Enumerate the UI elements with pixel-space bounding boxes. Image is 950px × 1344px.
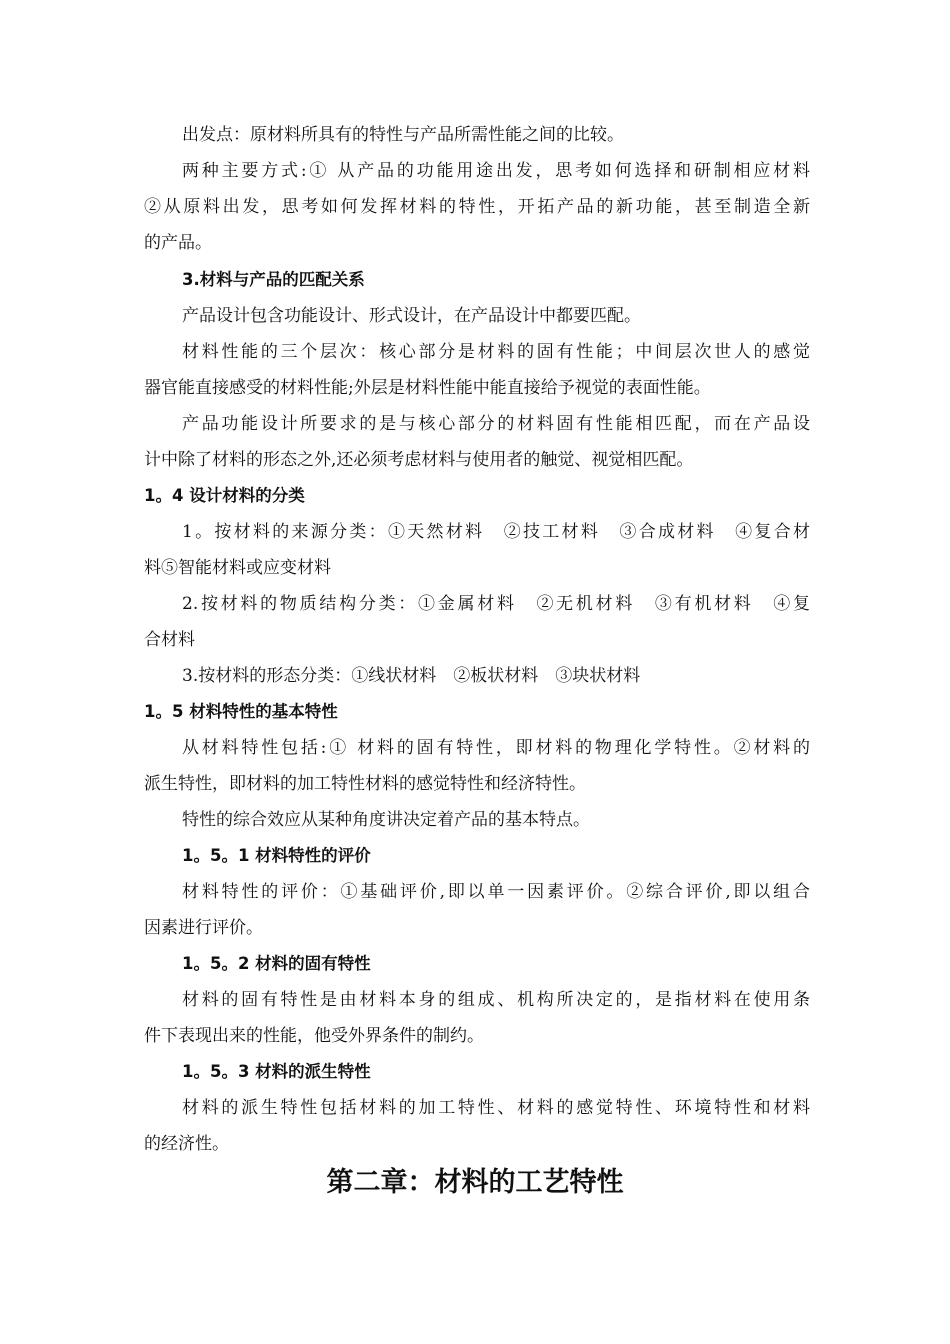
section-heading: 1。4 设计材料的分类 <box>144 486 305 505</box>
subsection-heading: 1。5。3 材料的派生特性 <box>182 1062 371 1081</box>
subsection-heading: 1。5。2 材料的固有特性 <box>182 954 371 973</box>
paragraph-line: 计中除了材料的形态之外,还必须考虑材料与使用者的触觉、视觉相匹配。 <box>144 450 694 470</box>
paragraph-line: 材料性能的三个层次：核心部分是材料的固有性能；中间层次世人的感觉 <box>182 342 810 362</box>
paragraph-line: 产品功能设计所要求的是与核心部分的材料固有性能相匹配，而在产品设 <box>182 414 810 434</box>
paragraph-line: 的经济性。 <box>144 1134 229 1154</box>
paragraph-line: 因素进行评价。 <box>144 918 263 938</box>
paragraph-line: 材料特性的评价：①基础评价,即以单一因素评价。②综合评价,即以组合 <box>182 882 810 902</box>
paragraph-line: 器官能直接感受的材料性能;外层是材料性能中能直接给予视觉的表面性能。 <box>144 378 711 398</box>
paragraph-line: ②从原料出发，思考如何发挥材料的特性，开拓产品的新功能，甚至制造全新 <box>144 197 810 217</box>
chapter-title: 第二章：材料的工艺特性 <box>326 1167 624 1198</box>
paragraph-line: 件下表现出来的性能，他受外界条件的制约。 <box>144 1026 484 1046</box>
paragraph-line: 派生特性，即材料的加工特性材料的感觉特性和经济特性。 <box>144 774 586 794</box>
paragraph-line: 2.按材料的物质结构分类：①金属材料 ②无机材料 ③有机材料 ④复 <box>182 594 810 614</box>
paragraph-line: 出发点：原材料所具有的特性与产品所需性能之间的比较。 <box>182 125 624 145</box>
paragraph-line: 的产品。 <box>144 233 212 253</box>
section-heading: 3.材料与产品的匹配关系 <box>182 270 365 289</box>
paragraph-line: 产品设计包含功能设计、形式设计，在产品设计中都要匹配。 <box>182 306 641 326</box>
paragraph-line: 从材料特性包括:① 材料的固有特性，即材料的物理化学特性。②材料的 <box>182 738 810 758</box>
paragraph-line: 合材料 <box>144 630 195 650</box>
paragraph-line: 3.按材料的形态分类：①线状材料 ②板状材料 ③块状材料 <box>182 666 641 686</box>
paragraph-line: 1。按材料的来源分类：①天然材料 ②技工材料 ③合成材料 ④复合材 <box>182 522 810 542</box>
paragraph-line: 材料的派生特性包括材料的加工特性、材料的感觉特性、环境特性和材料 <box>182 1098 810 1118</box>
section-heading: 1。5 材料特性的基本特性 <box>144 702 338 721</box>
subsection-heading: 1。5。1 材料特性的评价 <box>182 846 371 865</box>
paragraph-line: 两种主要方式:① 从产品的功能用途出发，思考如何选择和研制相应材料 <box>182 161 810 181</box>
paragraph-line: 料⑤智能材料或应变材料 <box>144 558 331 578</box>
paragraph-line: 特性的综合效应从某种角度讲决定着产品的基本特点。 <box>182 810 590 830</box>
paragraph-line: 材料的固有特性是由材料本身的组成、机构所决定的，是指材料在使用条 <box>182 990 810 1010</box>
